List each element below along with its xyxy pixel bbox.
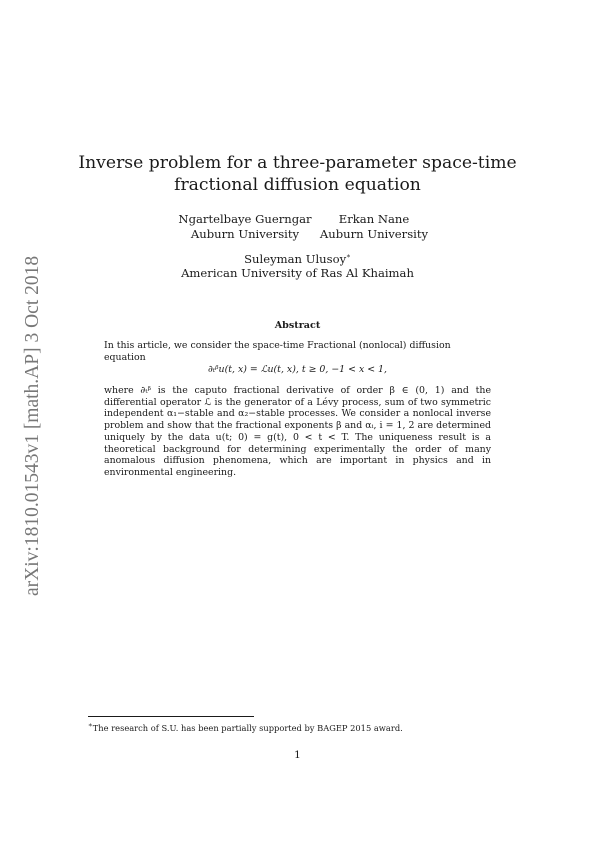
author-block-2 xyxy=(300,212,448,241)
equation: ∂ₜᵝu(t, x) = ℒu(t, x), t ≥ 0, −1 < x < 1, xyxy=(207,364,388,375)
author-name: Suleyman Ulusoy xyxy=(244,251,347,266)
author-affiliation: Auburn University xyxy=(190,226,300,241)
footnote-text: The research of S.U. has been partially supported by BAGEP 2015 award. xyxy=(92,722,403,733)
footnote-rule xyxy=(88,716,254,717)
author-name: Erkan Nane xyxy=(338,212,410,226)
footnote-mark: ∗ xyxy=(346,252,351,260)
arxiv-stamp-text: arXiv:1810.01543v1 [math.AP] 3 Oct 2018 xyxy=(22,255,43,596)
abstract-intro: In this article, we consider the space-time Fractional (nonlocal) diffusion equation xyxy=(104,340,451,363)
paper-title: Inverse problem for a three-parameter space-time fractional diffusion equation xyxy=(78,153,517,195)
arxiv-stamp-svg xyxy=(16,236,46,596)
author-name: Ngartelbaye Guerngar xyxy=(178,212,312,226)
page-number: 1 xyxy=(294,749,301,761)
author-affiliation: American University of Ras Al Khaimah xyxy=(181,266,414,281)
author-affiliation: Auburn University xyxy=(319,226,429,241)
author-block-3 xyxy=(150,249,445,281)
footnote-mark: ∗ xyxy=(88,721,93,729)
arxiv-stamp xyxy=(16,236,46,596)
abstract-body: where ∂ₜᵝ is the caputo fractional derivative of order β ∈ (0, 1) and the differential operator ℒ is the generator of a Lévy process, sum of two symmetric independent α₁−stable and α₂−stable processes. We consider a nonlocal inverse problem and show that the fractional exponents β and αᵢ, i = 1, 2 are determined uniquely by the data u(t; 0) = g(t), 0 < t < T. The uniqueness result is a theoretical background for determining experimentally the order of many anomalous diffusion phenomena, which are important in physics and in environmental engineering. xyxy=(104,385,491,478)
abstract-heading: Abstract xyxy=(274,320,321,331)
footnote xyxy=(88,721,403,733)
